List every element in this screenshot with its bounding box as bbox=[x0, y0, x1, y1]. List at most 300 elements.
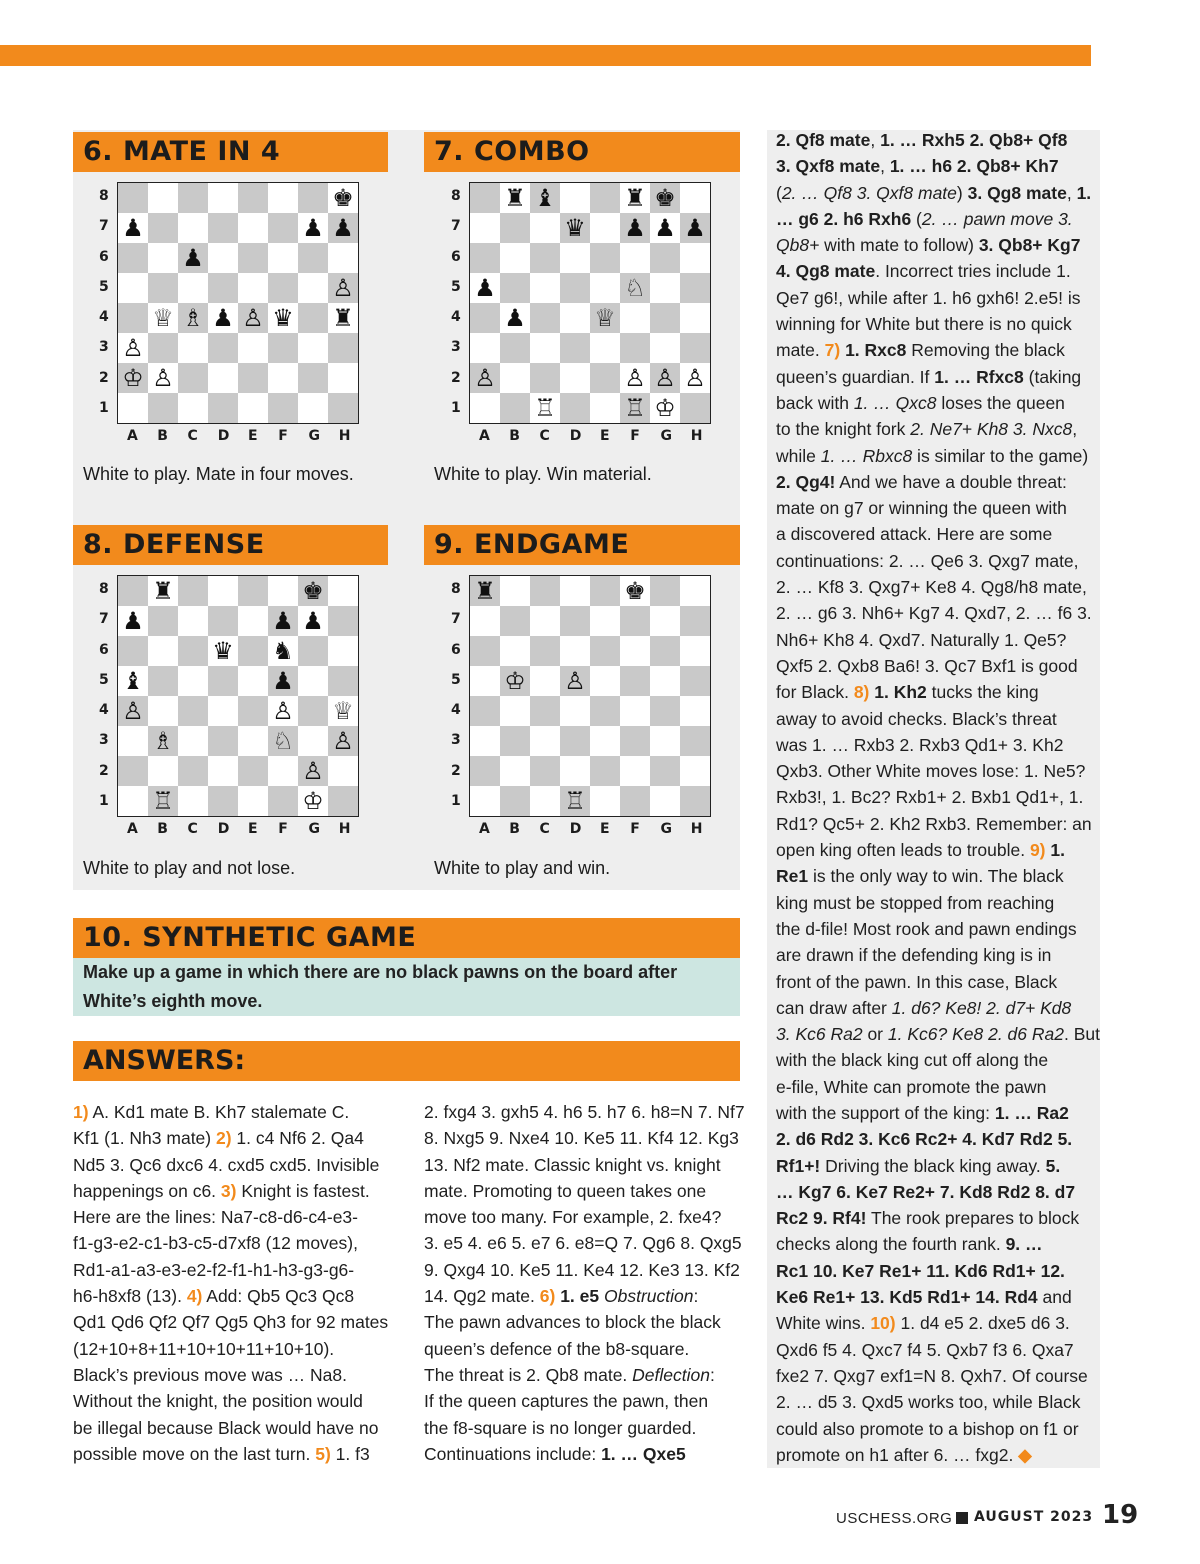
square-a1 bbox=[470, 786, 500, 816]
synthetic-game-heading: 10. SYNTHETIC GAME bbox=[73, 918, 740, 958]
answer-line: (2. … Qf8 3. Qxf8 mate) 3. Qg8 mate, 1. bbox=[776, 182, 1092, 203]
answer-line: Black’s previous move was … Na8. bbox=[73, 1364, 347, 1385]
square-a7 bbox=[470, 606, 500, 636]
square-a8 bbox=[470, 183, 500, 213]
square-b6 bbox=[148, 636, 178, 666]
square-a4 bbox=[470, 696, 500, 726]
square-c8 bbox=[530, 183, 560, 213]
square-h4 bbox=[328, 303, 358, 333]
file-label: A bbox=[479, 821, 490, 837]
puzzle-7-board bbox=[451, 182, 711, 452]
square-h7 bbox=[328, 213, 358, 243]
rank-label: 5 bbox=[451, 278, 461, 295]
square-a4 bbox=[470, 303, 500, 333]
answer-line: move too many. For example, 2. fxe4? bbox=[424, 1207, 722, 1228]
square-f6 bbox=[268, 636, 298, 666]
square-f2 bbox=[620, 756, 650, 786]
top-accent-bar bbox=[0, 45, 1091, 66]
square-b1 bbox=[500, 393, 530, 423]
rank-label: 3 bbox=[99, 339, 109, 356]
square-f6 bbox=[620, 243, 650, 273]
square-g5 bbox=[298, 666, 328, 696]
answer-line: 3. e5 4. e6 5. e7 6. e8=Q 7. Qg6 8. Qxg5 bbox=[424, 1233, 742, 1254]
square-g3 bbox=[650, 726, 680, 756]
rank-label: 2 bbox=[451, 369, 461, 386]
square-h1 bbox=[328, 786, 358, 816]
synthetic-game-text bbox=[73, 958, 740, 1016]
square-e5 bbox=[590, 666, 620, 696]
square-g1 bbox=[298, 393, 328, 423]
square-b8 bbox=[500, 183, 530, 213]
file-label: G bbox=[308, 821, 320, 837]
square-f3 bbox=[620, 726, 650, 756]
answer-line: 4. Qg8 mate. Incorrect tries include 1. bbox=[776, 261, 1071, 282]
square-g8 bbox=[650, 576, 680, 606]
square-e4 bbox=[590, 303, 620, 333]
answer-line: for Black. 8) 1. Kh2 tucks the king bbox=[776, 682, 1039, 703]
answer-line: 2. Qg4! And we have a double threat: bbox=[776, 471, 1067, 492]
square-c4 bbox=[530, 303, 560, 333]
white-pawn-icon: ♙ bbox=[624, 364, 646, 392]
file-label: D bbox=[569, 821, 582, 837]
square-g1 bbox=[298, 786, 328, 816]
answer-line: to the knight fork 2. Ne7+ Kh8 3. Nxc8, bbox=[776, 419, 1078, 440]
square-e3 bbox=[590, 726, 620, 756]
square-e6 bbox=[590, 636, 620, 666]
square-f7 bbox=[620, 213, 650, 243]
page-number: 19 bbox=[1102, 1500, 1139, 1530]
square-a3 bbox=[118, 726, 148, 756]
square-h2 bbox=[680, 363, 710, 393]
square-h6 bbox=[328, 636, 358, 666]
answer-line: with the black king cut off along the bbox=[776, 1050, 1049, 1071]
rank-label: 5 bbox=[451, 671, 461, 688]
square-e6 bbox=[238, 636, 268, 666]
square-f3 bbox=[268, 726, 298, 756]
black-queen-icon: ♛ bbox=[564, 214, 586, 242]
file-label: A bbox=[479, 428, 490, 444]
square-a5 bbox=[470, 666, 500, 696]
square-a1 bbox=[118, 786, 148, 816]
square-a7 bbox=[470, 213, 500, 243]
file-label: G bbox=[660, 821, 672, 837]
square-a1 bbox=[470, 393, 500, 423]
square-c5 bbox=[178, 666, 208, 696]
answer-line: 3. Kc6 Ra2 or 1. Kc6? Ke8 2. d6 Ra2. But bbox=[776, 1024, 1100, 1045]
square-c7 bbox=[530, 213, 560, 243]
square-a7 bbox=[118, 213, 148, 243]
square-h2 bbox=[328, 363, 358, 393]
black-bishop-icon: ♝ bbox=[534, 184, 556, 212]
square-c2 bbox=[530, 756, 560, 786]
square-g3 bbox=[298, 726, 328, 756]
answer-line: 2. Qf8 mate, 1. … Rxh5 2. Qb8+ Qf8 bbox=[776, 130, 1068, 150]
square-a8 bbox=[470, 576, 500, 606]
file-label: B bbox=[509, 821, 520, 837]
answer-line: (12+10+8+11+10+10+11+10+10). bbox=[73, 1338, 335, 1359]
rank-label: 2 bbox=[99, 762, 109, 779]
square-b2 bbox=[148, 363, 178, 393]
square-h1 bbox=[680, 393, 710, 423]
square-d8 bbox=[208, 183, 238, 213]
square-f8 bbox=[268, 576, 298, 606]
footer-square-icon bbox=[956, 1512, 968, 1524]
square-h4 bbox=[680, 696, 710, 726]
square-f1 bbox=[620, 393, 650, 423]
square-b8 bbox=[500, 576, 530, 606]
file-label: B bbox=[157, 821, 168, 837]
square-h4 bbox=[328, 696, 358, 726]
rank-label: 7 bbox=[451, 611, 461, 628]
square-d6 bbox=[560, 636, 590, 666]
square-c7 bbox=[178, 606, 208, 636]
square-d3 bbox=[208, 333, 238, 363]
answer-line: king must be stopped from reaching bbox=[776, 892, 1055, 913]
answer-line: mate. Promoting to queen takes one bbox=[424, 1180, 707, 1201]
file-label: E bbox=[248, 428, 258, 444]
square-f8 bbox=[620, 576, 650, 606]
square-f7 bbox=[268, 213, 298, 243]
rank-label: 4 bbox=[451, 309, 461, 325]
square-f1 bbox=[268, 393, 298, 423]
square-g5 bbox=[298, 273, 328, 303]
square-g7 bbox=[650, 606, 680, 636]
square-h2 bbox=[680, 756, 710, 786]
answer-line: Rc2 9. Rf4! The rook prepares to block bbox=[776, 1208, 1080, 1229]
square-g5 bbox=[650, 666, 680, 696]
square-f5 bbox=[620, 273, 650, 303]
square-f5 bbox=[620, 666, 650, 696]
square-b4 bbox=[500, 696, 530, 726]
file-label: E bbox=[248, 821, 258, 837]
white-bishop-icon: ♗ bbox=[182, 304, 204, 332]
square-h5 bbox=[680, 666, 710, 696]
square-c6 bbox=[530, 243, 560, 273]
answer-line: h6-h8xf8 (13). 4) Add: Qb5 Qc3 Qc8 bbox=[73, 1286, 355, 1307]
square-f4 bbox=[268, 303, 298, 333]
white-queen-icon: ♕ bbox=[332, 697, 354, 725]
square-c2 bbox=[530, 363, 560, 393]
square-d8 bbox=[560, 576, 590, 606]
file-label: H bbox=[338, 428, 351, 444]
answer-line: continuations: 2. … Qe6 3. Qxg7 mate, bbox=[776, 550, 1079, 571]
answer-line: Kf1 (1. Nh3 mate) 2) 1. c4 Nf6 2. Qa4 bbox=[73, 1128, 364, 1149]
rank-label: 4 bbox=[99, 309, 109, 325]
file-label: D bbox=[217, 821, 230, 837]
square-d1 bbox=[560, 786, 590, 816]
square-e1 bbox=[590, 393, 620, 423]
white-rook-icon: ♖ bbox=[152, 787, 174, 815]
square-b7 bbox=[148, 213, 178, 243]
file-label: E bbox=[600, 821, 610, 837]
square-h5 bbox=[328, 666, 358, 696]
black-king-icon: ♚ bbox=[654, 184, 676, 212]
square-c8 bbox=[530, 576, 560, 606]
white-king-icon: ♔ bbox=[122, 364, 144, 392]
square-d6 bbox=[560, 243, 590, 273]
square-d1 bbox=[208, 786, 238, 816]
square-h3 bbox=[680, 726, 710, 756]
answer-line: f1-g3-e2-c1-b3-c5-d7xf8 (12 moves), bbox=[73, 1233, 358, 1254]
answer-line: 1) A. Kd1 mate B. Kh7 stalemate C. bbox=[73, 1102, 350, 1122]
square-e8 bbox=[238, 576, 268, 606]
rank-label: 8 bbox=[451, 188, 461, 204]
white-pawn-icon: ♙ bbox=[122, 697, 144, 725]
black-pawn-icon: ♟ bbox=[122, 214, 144, 242]
square-a4 bbox=[118, 303, 148, 333]
square-b6 bbox=[500, 243, 530, 273]
square-f2 bbox=[620, 363, 650, 393]
square-a3 bbox=[470, 333, 500, 363]
rank-label: 1 bbox=[451, 399, 461, 416]
file-label: D bbox=[217, 428, 230, 444]
square-a4 bbox=[118, 696, 148, 726]
black-pawn-icon: ♟ bbox=[654, 214, 676, 242]
answer-line: Rf1+! Driving the black king away. 5. bbox=[776, 1155, 1061, 1176]
square-g4 bbox=[650, 696, 680, 726]
square-c5 bbox=[530, 666, 560, 696]
square-g6 bbox=[298, 243, 328, 273]
white-pawn-icon: ♙ bbox=[332, 274, 354, 302]
rank-label: 1 bbox=[99, 792, 109, 809]
answer-line: 2. d6 Rd2 3. Kc6 Rc2+ 4. Kd7 Rd2 5. bbox=[776, 1129, 1073, 1150]
square-a7 bbox=[118, 606, 148, 636]
white-rook-icon: ♖ bbox=[534, 394, 556, 422]
file-label: H bbox=[690, 821, 703, 837]
file-label: D bbox=[569, 428, 582, 444]
square-a2 bbox=[118, 756, 148, 786]
answer-line: If the queen captures the pawn, then bbox=[424, 1391, 709, 1412]
white-rook-icon: ♖ bbox=[624, 394, 646, 422]
rank-label: 2 bbox=[451, 762, 461, 779]
square-f4 bbox=[620, 303, 650, 333]
answer-line: mate on g7 or winning the queen with bbox=[776, 498, 1067, 519]
answer-line: with the support of the king: 1. … Ra2 bbox=[776, 1102, 1069, 1123]
square-e7 bbox=[590, 213, 620, 243]
square-c4 bbox=[178, 303, 208, 333]
square-a1 bbox=[118, 393, 148, 423]
black-pawn-icon: ♟ bbox=[302, 214, 324, 242]
square-c7 bbox=[178, 213, 208, 243]
answer-line: 8. Nxg5 9. Nxe4 10. Ke5 11. Kf4 12. Kg3 bbox=[424, 1128, 739, 1149]
answer-line: 2. fxg4 3. gxh5 4. h6 5. h7 6. h8=N 7. Nf7 bbox=[424, 1102, 745, 1122]
file-label: C bbox=[539, 428, 550, 444]
square-e5 bbox=[238, 666, 268, 696]
square-c4 bbox=[530, 696, 560, 726]
square-d5 bbox=[560, 666, 590, 696]
square-b1 bbox=[148, 786, 178, 816]
square-d5 bbox=[560, 273, 590, 303]
square-b3 bbox=[500, 726, 530, 756]
square-f4 bbox=[620, 696, 650, 726]
answer-line: back with 1. … Qxc8 loses the queen bbox=[776, 392, 1065, 413]
answer-line: White wins. 10) 1. d4 e5 2. dxe5 d6 3. bbox=[776, 1313, 1070, 1334]
answer-line: the f8-square is no longer guarded. bbox=[424, 1417, 697, 1438]
square-d2 bbox=[560, 756, 590, 786]
black-pawn-icon: ♟ bbox=[182, 244, 204, 272]
answers-column-2 bbox=[424, 1099, 754, 1467]
square-d7 bbox=[208, 213, 238, 243]
answer-line: Rd1? Qc5+ 2. Kh2 Rxb3. Remember: an bbox=[776, 813, 1092, 834]
square-a2 bbox=[470, 756, 500, 786]
square-h8 bbox=[680, 183, 710, 213]
black-rook-icon: ♜ bbox=[474, 577, 496, 605]
square-b7 bbox=[148, 606, 178, 636]
square-g7 bbox=[298, 606, 328, 636]
square-g4 bbox=[298, 303, 328, 333]
square-g7 bbox=[298, 213, 328, 243]
file-label: G bbox=[308, 428, 320, 444]
square-h7 bbox=[680, 213, 710, 243]
file-label: F bbox=[278, 428, 288, 444]
square-g7 bbox=[650, 213, 680, 243]
square-b5 bbox=[148, 666, 178, 696]
rank-label: 3 bbox=[451, 732, 461, 749]
square-b8 bbox=[148, 576, 178, 606]
square-c1 bbox=[178, 786, 208, 816]
answer-line: The pawn advances to block the black bbox=[424, 1312, 721, 1333]
white-pawn-icon: ♙ bbox=[564, 667, 586, 695]
answer-line: could also promote to a bishop on f1 or bbox=[776, 1418, 1079, 1439]
square-a5 bbox=[470, 273, 500, 303]
black-rook-icon: ♜ bbox=[332, 304, 354, 332]
square-e4 bbox=[238, 303, 268, 333]
square-e5 bbox=[590, 273, 620, 303]
square-b7 bbox=[500, 606, 530, 636]
square-f1 bbox=[268, 786, 298, 816]
square-b3 bbox=[148, 333, 178, 363]
square-g6 bbox=[650, 636, 680, 666]
black-knight-icon: ♞ bbox=[272, 637, 294, 665]
square-b4 bbox=[500, 303, 530, 333]
square-h8 bbox=[328, 183, 358, 213]
answers-column-1 bbox=[73, 1099, 403, 1467]
square-g4 bbox=[298, 696, 328, 726]
black-pawn-icon: ♟ bbox=[624, 214, 646, 242]
square-h1 bbox=[328, 393, 358, 423]
square-f7 bbox=[620, 606, 650, 636]
puzzle-9-caption: White to play and win. bbox=[434, 858, 611, 878]
file-label: H bbox=[690, 428, 703, 444]
answer-line: away to avoid checks. Black’s threat bbox=[776, 708, 1057, 729]
answer-line: 2. … g6 3. Nh6+ Kg7 4. Qxd7, 2. … f6 3. bbox=[776, 603, 1092, 624]
answer-line: are drawn if the defending king is in bbox=[776, 945, 1052, 966]
square-e8 bbox=[238, 183, 268, 213]
square-d3 bbox=[560, 333, 590, 363]
square-d5 bbox=[208, 666, 238, 696]
answers-heading: ANSWERS: bbox=[73, 1041, 740, 1081]
square-e7 bbox=[590, 606, 620, 636]
square-g6 bbox=[650, 243, 680, 273]
square-c1 bbox=[530, 393, 560, 423]
rank-label: 6 bbox=[451, 248, 461, 265]
square-b6 bbox=[148, 243, 178, 273]
square-c8 bbox=[178, 183, 208, 213]
square-b2 bbox=[500, 756, 530, 786]
square-c5 bbox=[178, 273, 208, 303]
rank-label: 5 bbox=[99, 671, 109, 688]
square-c6 bbox=[178, 636, 208, 666]
square-f7 bbox=[268, 606, 298, 636]
square-c3 bbox=[530, 726, 560, 756]
black-king-icon: ♚ bbox=[302, 577, 324, 605]
white-king-icon: ♔ bbox=[504, 667, 526, 695]
rank-label: 8 bbox=[451, 581, 461, 597]
answer-line: 2. … d5 3. Qxd5 works too, while Black bbox=[776, 1392, 1081, 1413]
file-label: F bbox=[630, 428, 640, 444]
answer-line: … Kg7 6. Ke7 Re2+ 7. Kd8 Rd2 8. d7 bbox=[776, 1181, 1076, 1202]
answer-line: happenings on c6. 3) Knight is fastest. bbox=[73, 1180, 370, 1201]
rank-label: 4 bbox=[99, 702, 109, 718]
file-label: F bbox=[278, 821, 288, 837]
answer-line: … g6 2. h6 Rxh6 (2. … pawn move 3. bbox=[776, 208, 1073, 229]
answer-line: winning for White but there is no quick bbox=[776, 314, 1072, 335]
square-e4 bbox=[590, 696, 620, 726]
square-g2 bbox=[650, 363, 680, 393]
file-label: A bbox=[127, 428, 138, 444]
square-a6 bbox=[470, 243, 500, 273]
square-g2 bbox=[298, 363, 328, 393]
square-a3 bbox=[118, 333, 148, 363]
square-a8 bbox=[118, 183, 148, 213]
square-e3 bbox=[590, 333, 620, 363]
black-rook-icon: ♜ bbox=[152, 577, 174, 605]
square-h8 bbox=[680, 576, 710, 606]
rank-label: 6 bbox=[99, 248, 109, 265]
answer-line: queen’s defence of the b8-square. bbox=[424, 1338, 690, 1359]
square-b2 bbox=[500, 363, 530, 393]
square-e7 bbox=[238, 213, 268, 243]
square-a8 bbox=[118, 576, 148, 606]
square-b5 bbox=[500, 273, 530, 303]
file-label: G bbox=[660, 428, 672, 444]
square-h7 bbox=[328, 606, 358, 636]
answer-line: fxe2 7. Qxg7 exf1=N 8. Qxh7. Of course bbox=[776, 1365, 1088, 1386]
square-g8 bbox=[298, 183, 328, 213]
rank-label: 6 bbox=[451, 641, 461, 658]
answers-column-3 bbox=[776, 127, 1106, 1468]
square-h4 bbox=[680, 303, 710, 333]
square-a6 bbox=[470, 636, 500, 666]
rank-label: 3 bbox=[451, 339, 461, 356]
square-e1 bbox=[238, 786, 268, 816]
square-d7 bbox=[208, 606, 238, 636]
square-g2 bbox=[298, 756, 328, 786]
square-a6 bbox=[118, 243, 148, 273]
answer-line: front of the pawn. In this case, Black bbox=[776, 971, 1058, 992]
square-e3 bbox=[238, 333, 268, 363]
black-rook-icon: ♜ bbox=[504, 184, 526, 212]
answer-line: e-file, White can promote the pawn bbox=[776, 1076, 1047, 1097]
page-footer bbox=[836, 1500, 1139, 1536]
square-c8 bbox=[178, 576, 208, 606]
white-queen-icon: ♕ bbox=[152, 304, 174, 332]
square-c2 bbox=[178, 363, 208, 393]
answer-line: Qd1 Qd6 Qf2 Qf7 Qg5 Qh3 for 92 mates bbox=[73, 1312, 389, 1333]
answer-line: 3. Qxf8 mate, 1. … h6 2. Qb8+ Kh7 bbox=[776, 156, 1059, 177]
answer-line: Qxd6 f5 4. Qxc7 f4 5. Qxb7 f3 6. Qxa7 bbox=[776, 1339, 1074, 1360]
file-label: C bbox=[187, 821, 198, 837]
answer-line: Qe7 g6!, while after 1. h6 gxh6! 2.e5! is bbox=[776, 287, 1081, 308]
file-label: E bbox=[600, 428, 610, 444]
square-b3 bbox=[148, 726, 178, 756]
square-b5 bbox=[148, 273, 178, 303]
square-f2 bbox=[268, 756, 298, 786]
square-e6 bbox=[238, 243, 268, 273]
answer-line: Rd1-a1-a3-e3-e2-f2-f1-h1-h3-g3-g6- bbox=[73, 1259, 355, 1280]
square-e4 bbox=[238, 696, 268, 726]
square-h6 bbox=[680, 243, 710, 273]
